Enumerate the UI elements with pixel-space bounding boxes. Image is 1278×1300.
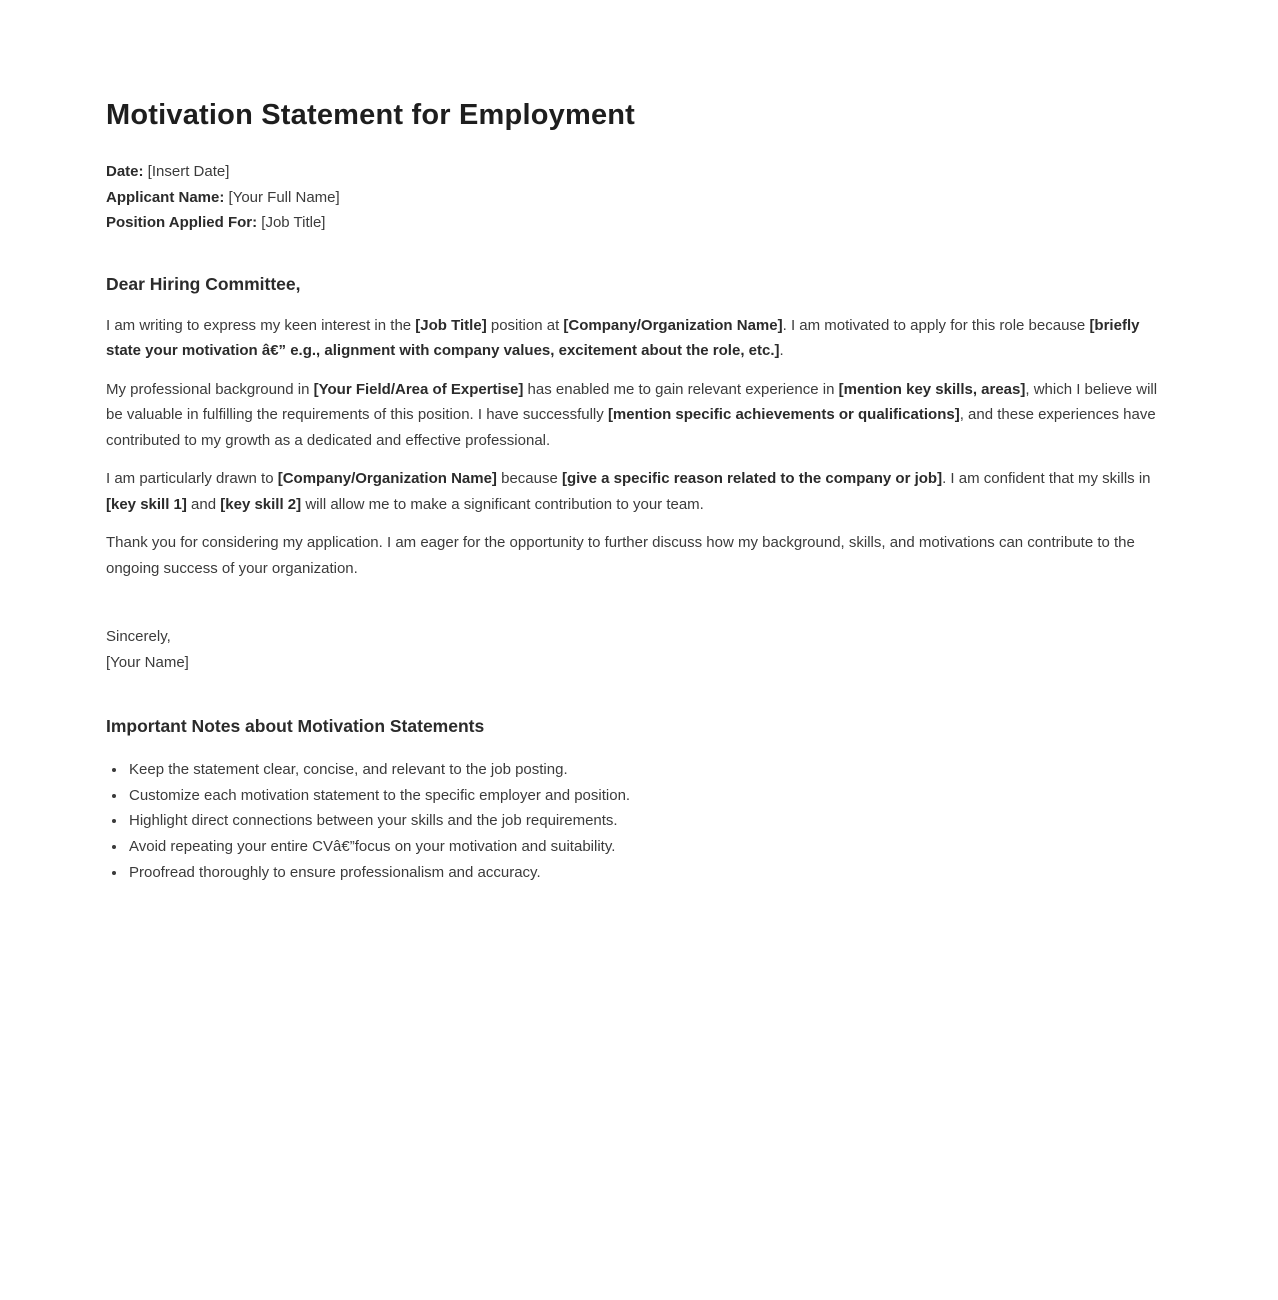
text-run: and [186,495,221,513]
placeholder-bold: [mention specific achievements or qualifications] [607,406,960,423]
note-item: • Highlight direct connections between your skills and the job requirements. [127,808,1170,834]
text-run: position at [486,316,564,334]
notes-list [106,757,1170,886]
placeholder-bold: [briefly state your motivation â€” e.g., alignment with company values, excitement about the role, etc.] [106,316,1140,359]
meta-value: [Insert Date] [143,163,230,181]
meta-value: [Job Title] [257,214,326,232]
placeholder-bold: [key skill 2] [220,495,302,513]
placeholder-bold: [mention key skills, areas] [838,380,1026,398]
text-run: . I am confident that my skills in [942,470,1151,487]
note-item: • Customize each motivation statement to the specific employer and position. [127,783,1170,809]
notes-heading: Important Notes about Motivation Statements [106,716,485,736]
paragraph [106,377,1170,454]
meta-value: [Your Full Name] [224,188,340,206]
text-run: because [496,470,562,487]
placeholder-bold: [Job Title] [415,316,487,334]
text-run: , and these experiences have contributed to my growth as a dedicated and effective professional. [106,406,1156,449]
text-run: My professional background in [106,380,314,398]
text-run: I am particularly drawn to [106,470,278,487]
meta-line [106,210,1170,236]
meta-line [106,185,1170,211]
text-run: Thank you for considering my application. I am eager for the opportunity to further discuss how my background, skills, and motivations can contribute to the ongoing success of your organization. [106,534,1135,577]
paragraph [106,313,1170,364]
text-run: . I am motivated to apply for this role because [782,316,1090,334]
paragraph [106,466,1170,517]
meta-label: Applicant Name: [106,188,225,206]
meta-block [106,159,1170,236]
note-item: • Avoid repeating your entire CVâ€”focus on your motivation and suitability. [127,834,1170,860]
paragraph [106,530,1170,581]
placeholder-bold: [Your Field/Area of Expertise] [313,380,524,398]
meta-label: Position Applied For: [106,214,258,232]
meta-line [106,159,1170,185]
text-run: I am writing to express my keen interest in the [106,316,416,334]
body-paragraphs [106,313,1170,582]
closing-line: Sincerely, [106,628,171,645]
placeholder-bold: [Company/Organization Name] [277,470,497,487]
closing-line: [Your Name] [106,653,189,671]
closing-block [106,624,1170,675]
placeholder-bold: [Company/Organization Name] [563,316,783,334]
text-run: will allow me to make a significant contribution to your team. [301,495,704,513]
placeholder-bold: [give a specific reason related to the company or job] [561,470,943,487]
note-item: • Proofread thoroughly to ensure professionalism and accuracy. [127,860,1170,886]
placeholder-bold: [key skill 1] [106,495,187,513]
note-item: • Keep the statement clear, concise, and relevant to the job posting. [127,757,1170,783]
text-run: has enabled me to gain relevant experience in [523,380,839,398]
page-title: Motivation Statement for Employment [106,99,636,131]
meta-label: Date: [106,163,144,181]
text-run: , which I believe will be valuable in fulfilling the requirements of this position. I have successfully [106,380,1158,423]
salutation: Dear Hiring Committee, [106,273,301,294]
text-run: . [779,342,784,359]
